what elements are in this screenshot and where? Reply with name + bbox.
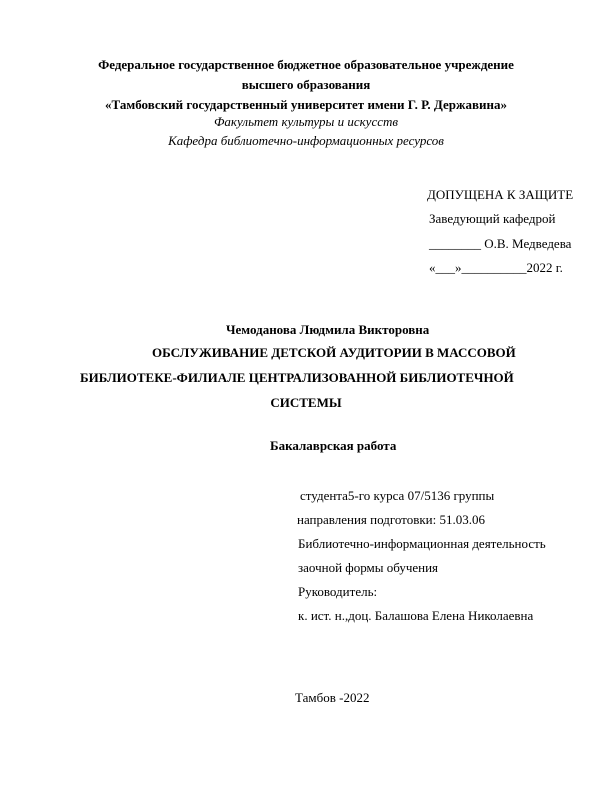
city-year: Тамбов -2022 bbox=[295, 690, 370, 705]
specialty-name: Библиотечно-информационная деятельность bbox=[298, 536, 546, 551]
university-name: «Тамбовский государственный университет имени Г. Р. Державина» bbox=[105, 97, 507, 112]
institution-line-1: Федеральное государственное бюджетное образовательное учреждение bbox=[98, 57, 514, 72]
faculty-name: Факультет культуры и искусств bbox=[213, 114, 399, 129]
approval-title: ДОПУЩЕНА К ЗАЩИТЕ bbox=[427, 187, 574, 202]
study-form: заочной формы обучения bbox=[298, 560, 439, 575]
study-direction: направления подготовки: 51.03.06 bbox=[297, 512, 485, 527]
student-course: студента5-го курса 07/5136 группы bbox=[300, 488, 495, 503]
institution-line-2: высшего образования bbox=[241, 77, 371, 92]
author-name: Чемоданова Людмила Викторовна bbox=[226, 322, 430, 337]
thesis-title-line-2: БИБЛИОТЕКЕ-ФИЛИАЛЕ ЦЕНТРАЛИЗОВАННОЙ БИБЛИОТЕЧНОЙ bbox=[80, 370, 514, 385]
approval-role: Заведующий кафедрой bbox=[429, 211, 556, 226]
supervisor-name: к. ист. н.,доц. Балашова Елена Николаевна bbox=[298, 608, 534, 623]
thesis-title-line-1: ОБСЛУЖИВАНИЕ ДЕТСКОЙ АУДИТОРИИ В МАССОВОЙ bbox=[152, 345, 516, 360]
supervisor-label: Руководитель: bbox=[298, 584, 378, 599]
approval-signature: ________ О.В. Медведева bbox=[429, 236, 572, 251]
approval-date: «___»__________2022 г. bbox=[429, 260, 563, 275]
department-name: Кафедра библиотечно-информационных ресурсов bbox=[168, 133, 444, 148]
thesis-title-line-3: СИСТЕМЫ bbox=[270, 395, 342, 410]
work-type: Бакалаврская работа bbox=[270, 438, 397, 453]
